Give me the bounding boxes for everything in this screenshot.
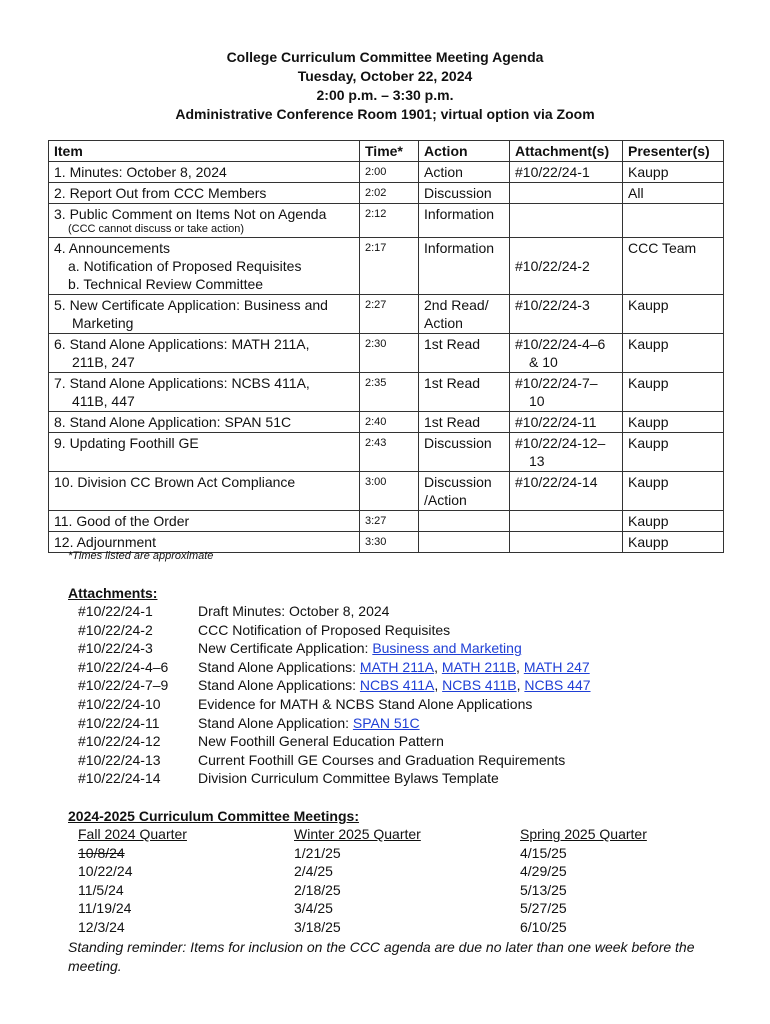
sub-item-b: b. Technical Review Committee [68,276,264,292]
fall-date: 11/5/24 [78,881,124,898]
col-header-attachments: Attachment(s) [510,141,623,162]
attachment-number: #10/22/24-10 [78,695,161,712]
list-item [78,769,591,788]
item-cell: 2. Report Out from CCC Members [49,183,360,204]
link-ncbs-411a[interactable]: NCBS 411A [359,677,435,694]
presenter-cell: All [623,183,724,204]
winter-date: 3/18/25 [294,918,341,935]
link-math-211a[interactable]: MATH 211A [359,658,435,675]
attachment-cell: #10/22/24-14 [510,472,623,511]
meetings-schedule [78,825,647,937]
link-ncbs-447[interactable]: NCBS 447 [524,677,591,694]
attachment-desc: New Foothill General Education Pattern [198,733,444,750]
table-row [49,472,724,511]
item-cell [49,204,360,238]
attachment-desc: CCC Notification of Proposed Requisites [198,621,451,638]
attachment-desc [198,714,420,733]
item-text-cont: 411B, 447 [72,393,135,409]
list-item [78,602,591,621]
attachment-number: #10/22/24-4–6 [78,658,169,675]
spring-date: 4/29/25 [520,863,567,880]
attachment-cell: #10/22/24-3 [510,295,623,334]
meeting-date-row [78,862,647,881]
table-row [49,204,724,238]
attachment-text: #10/22/24-2 [515,258,590,274]
action-cell [419,295,510,334]
attachment-number: #10/22/24-12 [78,733,161,750]
attachment-desc: Draft Minutes: October 8, 2024 [198,603,390,619]
link-math-247[interactable]: MATH 247 [523,658,590,675]
item-note: (CCC cannot discuss or take action) [68,223,245,235]
presenter-cell: Kaupp [623,532,724,553]
attachment-cell [510,373,623,412]
item-text: 3. Public Comment on Items Not on Agenda [54,206,327,222]
action-cell: 1st Read [419,412,510,433]
attachment-desc-text: Stand Alone Application: [198,714,353,731]
table-row [49,412,724,433]
meetings-header-row [78,825,647,844]
presenter-cell: Kaupp [623,162,724,183]
time-cell: 2:02 [360,183,419,204]
attachment-desc: Division Curriculum Committee Bylaws Template [198,770,499,787]
item-cell: 12. Adjournment [49,532,360,553]
attachments-heading: Attachments: [68,585,158,601]
item-cell [49,238,360,295]
link-ncbs-411b[interactable]: NCBS 411B [442,677,517,694]
action-cell: Discussion [419,433,510,472]
meetings-heading: 2024-2025 Curriculum Committee Meetings: [68,808,359,824]
agenda-header-row [49,141,724,162]
attachment-text: #10/22/24-12– [515,435,606,451]
time-cell: 2:12 [360,204,419,238]
item-cell: 10. Division CC Brown Act Compliance [49,472,360,511]
table-row [49,295,724,334]
meeting-time: 2:00 p.m. – 3:30 p.m. [316,87,454,103]
meeting-date-row [78,881,647,900]
fall-date-past: 10/8/24 [78,844,125,861]
link-span-51c[interactable]: SPAN 51C [352,714,420,731]
meeting-date: Tuesday, October 22, 2024 [297,68,473,84]
item-cell [49,295,360,334]
separator: , [516,677,525,694]
table-row [49,433,724,472]
agenda-title: College Curriculum Committee Meeting Agenda [226,49,544,65]
action-text-cont: /Action [424,492,467,508]
attachment-cell [510,238,623,295]
item-text: 4. Announcements [54,240,170,256]
action-cell [419,511,510,532]
attachment-number: #10/22/24-11 [78,714,160,731]
action-cell: Information [419,204,510,238]
table-row [49,334,724,373]
time-cell: 2:27 [360,295,419,334]
time-cell: 2:00 [360,162,419,183]
presenter-cell: Kaupp [623,412,724,433]
action-text: Discussion [424,474,492,490]
attachment-cell [510,334,623,373]
time-cell: 2:17 [360,238,419,295]
time-cell: 3:30 [360,532,419,553]
table-row [49,183,724,204]
spring-date: 4/15/25 [520,844,567,861]
fall-date: 10/22/24 [78,863,133,880]
presenter-cell: Kaupp [623,373,724,412]
item-text: 5. New Certificate Application: Business and [54,297,328,313]
time-cell: 2:30 [360,334,419,373]
attachment-cell: #10/22/24-1 [510,162,623,183]
presenter-cell: CCC Team [623,238,724,295]
attachment-desc-text: Stand Alone Applications: [198,677,360,694]
attachment-cell [510,204,623,238]
table-row [49,238,724,295]
fall-quarter-header: Fall 2024 Quarter [78,826,187,842]
winter-date: 2/4/25 [294,863,333,880]
attachment-text-cont: 10 [529,393,545,409]
item-cell [49,334,360,373]
attachment-number: #10/22/24-3 [78,640,153,657]
col-header-time: Time* [360,141,419,162]
separator: , [516,658,524,675]
attachment-number: #10/22/24-7–9 [78,677,169,694]
agenda-header [0,48,770,124]
action-cell: 1st Read [419,334,510,373]
winter-date: 2/18/25 [294,881,341,898]
action-cell [419,532,510,553]
attachment-cell [510,532,623,553]
attachment-desc: Current Foothill GE Courses and Graduation Requirements [198,751,566,768]
list-item [78,732,591,751]
attachment-text: #10/22/24-7– [515,375,598,391]
item-cell [49,373,360,412]
presenter-cell: Kaupp [623,472,724,511]
attachment-number: #10/22/24-13 [78,751,161,768]
attachment-number: #10/22/24-14 [78,770,161,787]
item-cell: 9. Updating Foothill GE [49,433,360,472]
action-cell: 1st Read [419,373,510,412]
action-text-cont: Action [424,315,463,331]
winter-quarter-header: Winter 2025 Quarter [294,826,421,842]
table-row [49,373,724,412]
agenda-table [48,140,724,553]
list-item [78,714,591,733]
action-cell: Action [419,162,510,183]
action-cell [419,472,510,511]
attachment-cell [510,433,623,472]
fall-date: 11/19/24 [78,900,132,917]
item-text-cont: 211B, 247 [72,354,135,370]
presenter-cell: Kaupp [623,511,724,532]
col-header-action: Action [419,141,510,162]
spring-quarter-header: Spring 2025 Quarter [520,826,647,842]
separator: , [434,677,443,694]
attachment-desc [198,676,591,695]
action-cell: Information [419,238,510,295]
item-cell: 11. Good of the Order [49,511,360,532]
time-cell: 2:40 [360,412,419,433]
table-row [49,511,724,532]
time-cell: 2:43 [360,433,419,472]
meeting-location: Administrative Conference Room 1901; virtual option via Zoom [175,106,595,122]
separator: , [434,658,442,675]
time-cell: 3:00 [360,472,419,511]
presenter-cell [623,204,724,238]
presenter-cell: Kaupp [623,334,724,373]
presenter-cell: Kaupp [623,433,724,472]
item-cell: 8. Stand Alone Application: SPAN 51C [49,412,360,433]
fall-date: 12/3/24 [78,918,125,935]
action-text: 2nd Read/ [424,297,489,313]
time-cell: 3:27 [360,511,419,532]
item-text: 6. Stand Alone Applications: MATH 211A, [54,336,310,352]
meeting-date-row [78,844,647,863]
spring-date: 6/10/25 [520,918,567,935]
list-item [78,658,591,677]
attachment-desc-text: Stand Alone Applications: [198,658,360,675]
spring-date: 5/27/25 [520,900,567,917]
attachment-number: #10/22/24-1 [78,603,153,619]
spring-date: 5/13/25 [520,881,567,898]
list-item [78,676,591,695]
attachment-desc-text: New Certificate Application: [198,640,373,657]
attachment-cell [510,511,623,532]
item-text-cont: Marketing [72,315,134,331]
col-header-item: Item [49,141,360,162]
meeting-date-row [78,899,647,918]
attachment-cell [510,183,623,204]
attachment-cell: #10/22/24-11 [510,412,623,433]
col-header-presenter: Presenter(s) [623,141,724,162]
item-text: 7. Stand Alone Applications: NCBS 411A, [54,375,310,391]
time-cell: 2:35 [360,373,419,412]
winter-date: 3/4/25 [294,900,333,917]
attachment-text: #10/22/24-4–6 [515,336,606,352]
attachments-list [78,602,591,788]
attachment-desc [198,639,522,658]
list-item [78,639,591,658]
meeting-date-row [78,918,647,937]
attachment-number: #10/22/24-2 [78,621,153,638]
list-item [78,695,591,714]
item-cell: 1. Minutes: October 8, 2024 [49,162,360,183]
link-math-211b[interactable]: MATH 211B [441,658,517,675]
standing-reminder: Standing reminder: Items for inclusion on the CCC agenda are due no later than one week before the meeting. [68,939,695,974]
winter-date: 1/21/25 [294,844,341,861]
times-footnote: *Times listed are approximate [68,550,214,562]
link-business-marketing[interactable]: Business and Marketing [372,640,522,657]
list-item [78,621,591,640]
attachment-text-cont: & 10 [529,354,558,370]
attachment-desc [198,658,590,677]
list-item [78,751,591,770]
attachment-desc: Evidence for MATH & NCBS Stand Alone Applications [198,695,533,712]
sub-item-a: a. Notification of Proposed Requisites [68,258,302,274]
presenter-cell: Kaupp [623,295,724,334]
table-row [49,162,724,183]
action-cell: Discussion [419,183,510,204]
attachment-text-cont: 13 [529,453,545,469]
